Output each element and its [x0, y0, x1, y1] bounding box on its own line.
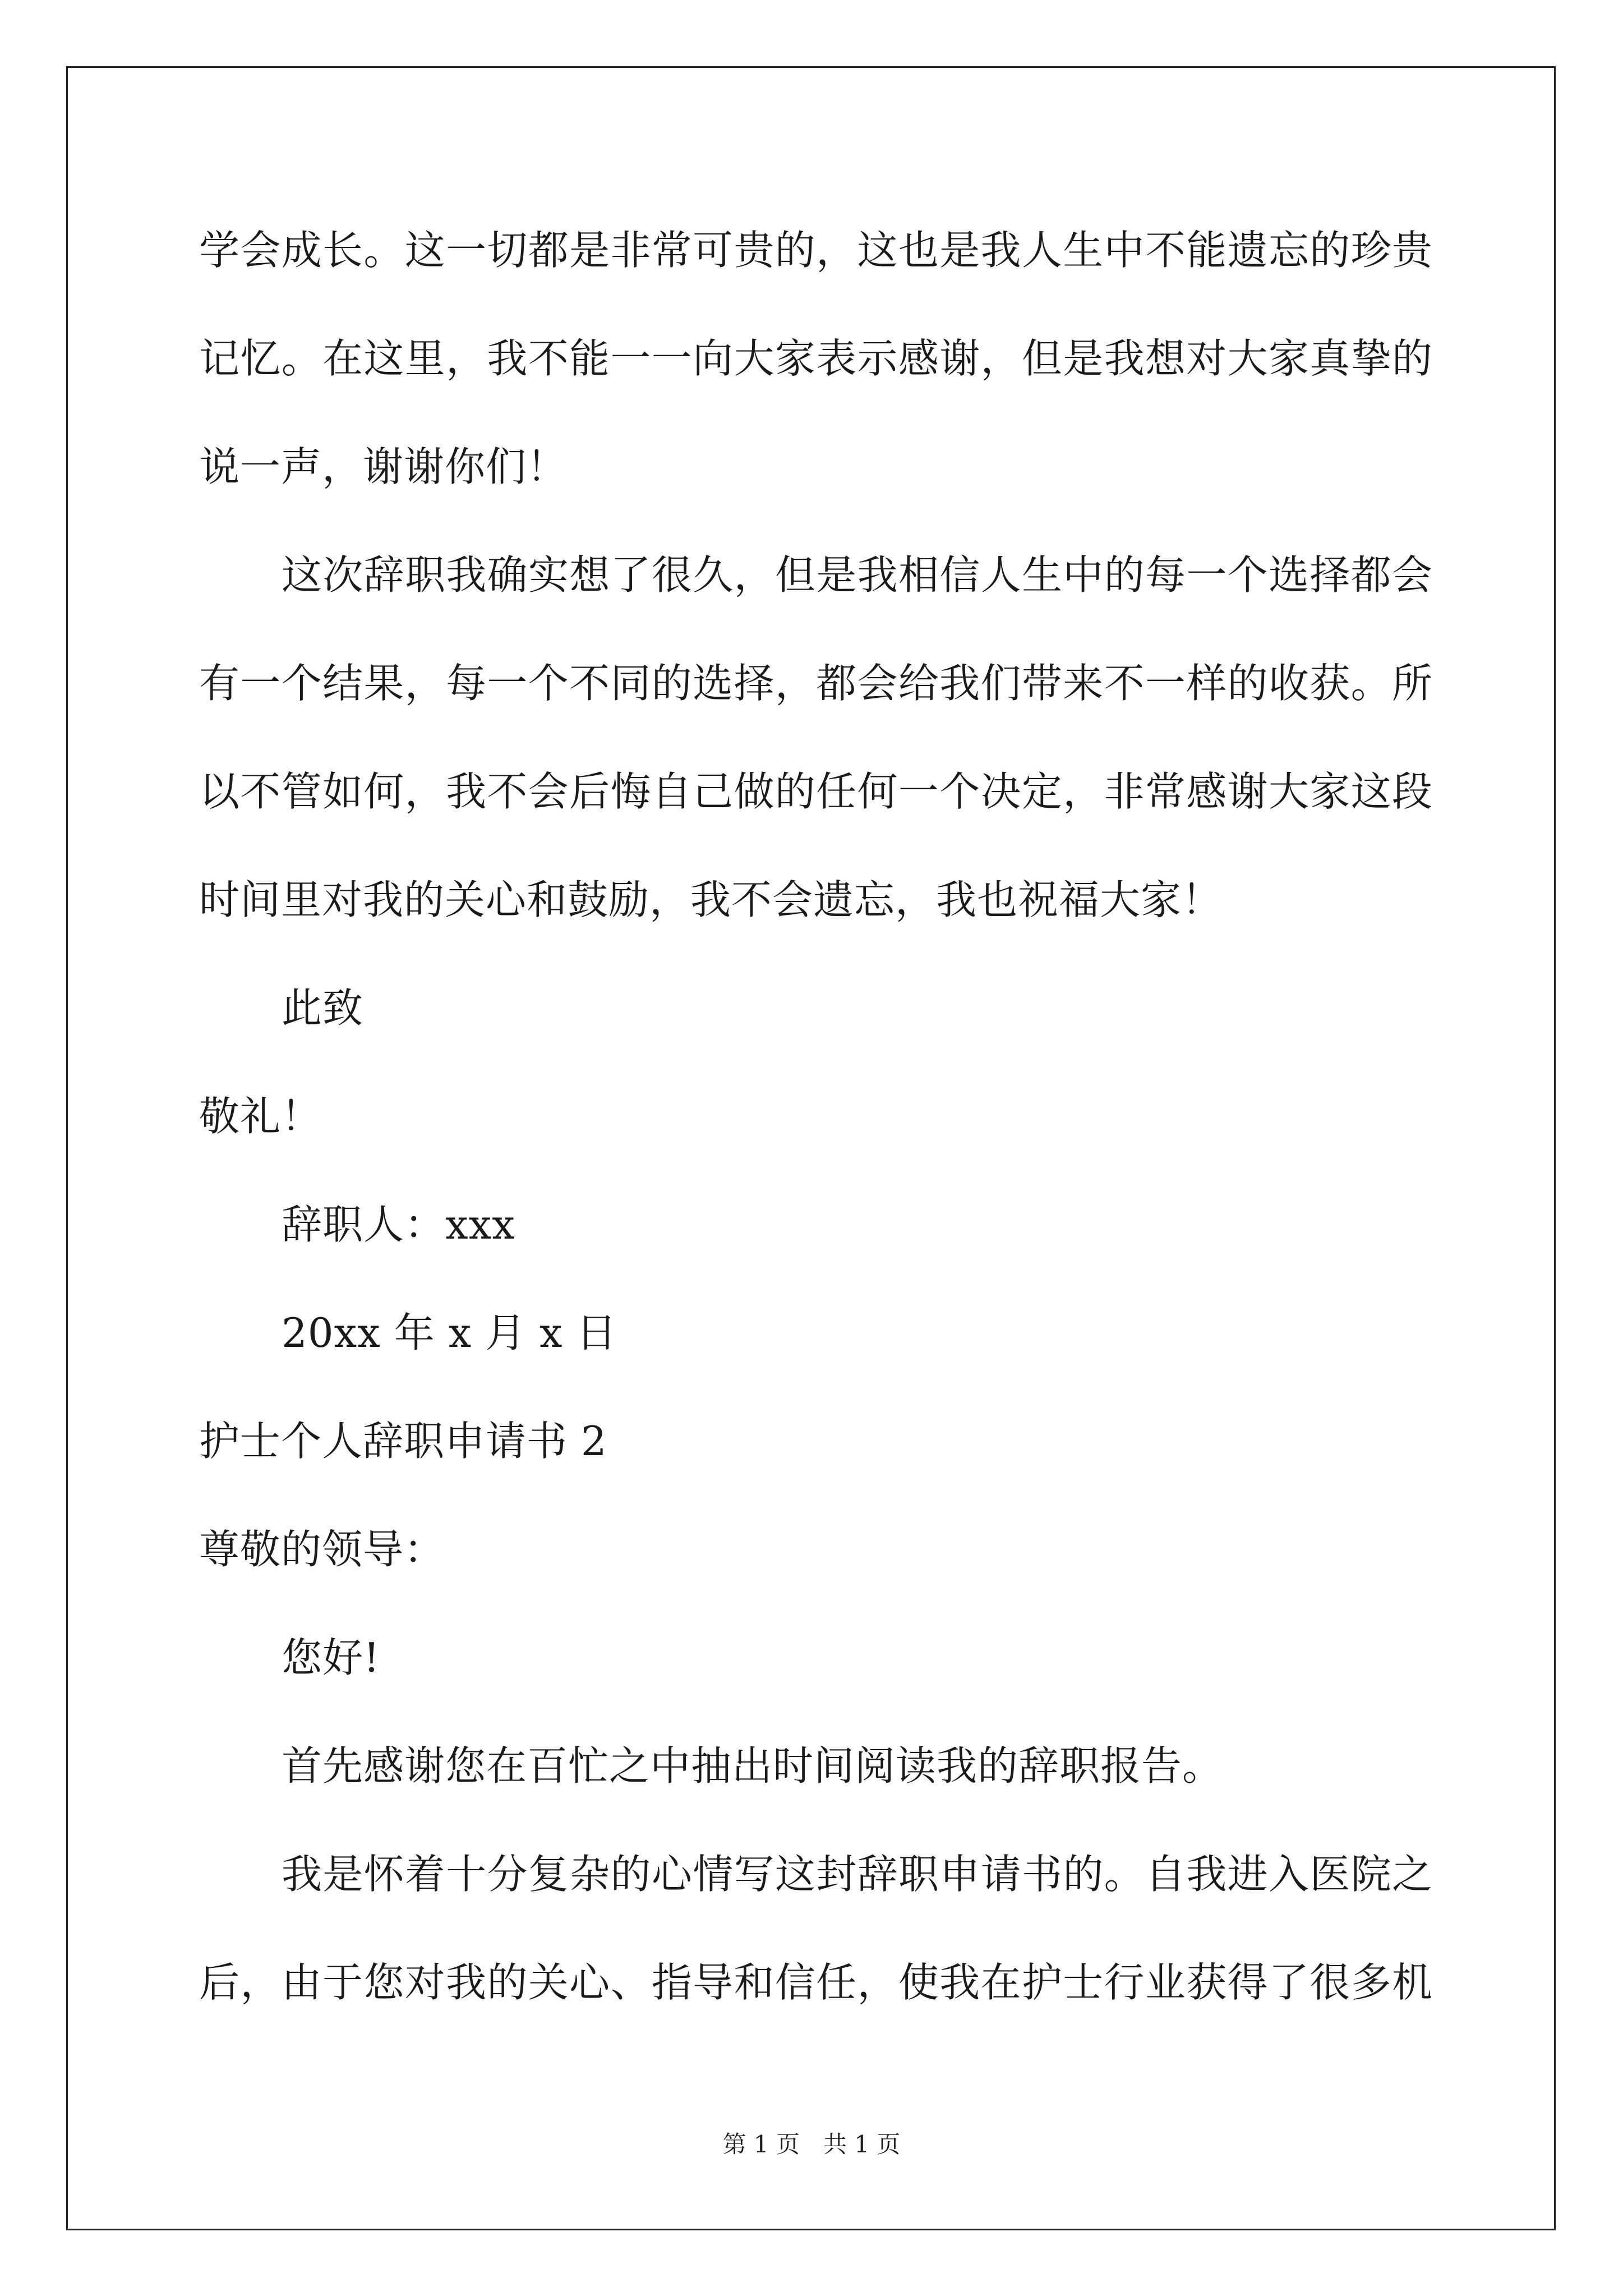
closing-respect: 敬礼！ — [199, 1093, 322, 1140]
body-line: 以不管如何，我不会后悔自己做的任何一个决定，非常感谢大家这段 — [199, 768, 1433, 815]
greeting: 您好! — [282, 1634, 380, 1681]
body-line: 首先感谢您在百忙之中抽出时间阅读我的辞职报告。 — [282, 1742, 1224, 1789]
date-line: 20xx 年 x 月 x 日 — [282, 1309, 617, 1356]
page-border — [66, 66, 1556, 2230]
greeting-recipient: 尊敬的领导： — [199, 1526, 445, 1573]
signature-line: 辞职人：xxx — [282, 1201, 515, 1248]
body-line: 学会成长。这一切都是非常可贵的，这也是我人生中不能遗忘的珍贵 — [199, 227, 1433, 274]
body-line: 记忆。在这里，我不能一一向大家表示感谢，但是我想对大家真挚的 — [199, 335, 1433, 382]
page-footer: 第 1 页 共 1 页 — [722, 2131, 901, 2158]
body-line: 有一个结果，每一个不同的选择，都会给我们带来不一样的收获。所 — [199, 660, 1433, 707]
section-title: 护士个人辞职申请书 2 — [199, 1418, 607, 1465]
closing-salutation: 此致 — [282, 984, 364, 1032]
body-line: 说一声，谢谢你们！ — [199, 443, 568, 490]
body-line: 我是怀着十分复杂的心情写这封辞职申请书的。自我进入医院之 — [282, 1851, 1433, 1898]
body-line: 后，由于您对我的关心、指导和信任，使我在护士行业获得了很多机 — [199, 1959, 1433, 2006]
body-line: 时间里对我的关心和鼓励，我不会遗忘，我也祝福大家！ — [199, 876, 1223, 923]
body-line: 这次辞职我确实想了很久，但是我相信人生中的每一个选择都会 — [282, 551, 1433, 599]
